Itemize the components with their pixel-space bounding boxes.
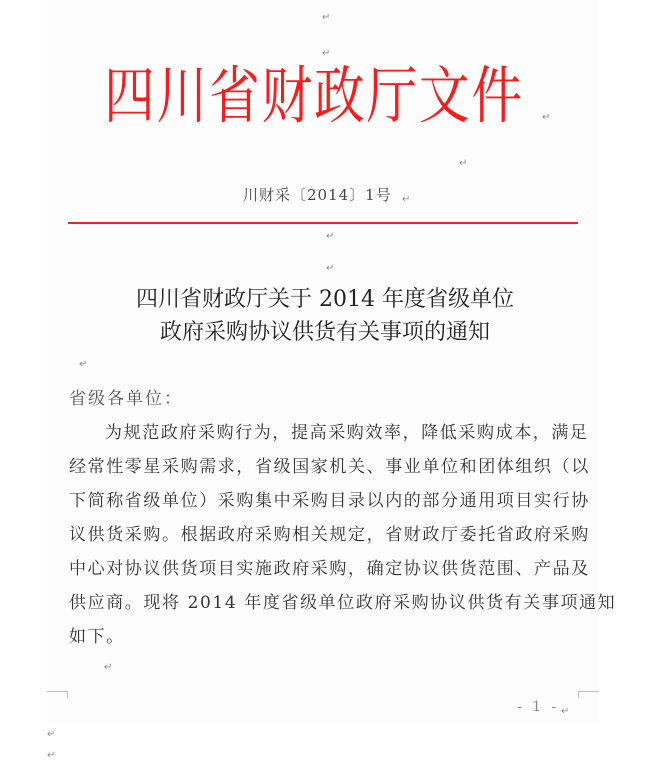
paragraph-mark: ↵ bbox=[322, 48, 331, 59]
paragraph-mark: ↵ bbox=[79, 359, 88, 370]
salutation: 省级各单位： bbox=[69, 389, 183, 409]
body-line: 中心对协议供货项目实施政府采购，确定协议供货范围、产品及 bbox=[69, 559, 590, 579]
crop-mark-right bbox=[578, 691, 599, 698]
crop-mark-left bbox=[47, 691, 68, 698]
notice-title-line-1: 四川省财政厅关于 2014 年度省级单位 bbox=[136, 287, 514, 312]
notice-title-line-2: 政府采购协议供货有关事项的通知 bbox=[159, 320, 490, 345]
paragraph-mark: ↵ bbox=[47, 729, 56, 740]
issuer-header-title: 四川省财政厅文件 bbox=[104, 59, 524, 132]
paragraph-mark: ↵ bbox=[326, 231, 335, 242]
body-line: 经常性零星采购需求，省级国家机关、事业单位和团体组织（以 bbox=[69, 457, 590, 477]
document-number: 川财采〔2014〕1号 bbox=[243, 186, 392, 204]
body-line: 如下。 bbox=[69, 627, 125, 647]
body-line: 议供货采购。根据政府采购相关规定，省财政厅委托省政府采购 bbox=[69, 525, 590, 545]
body-line: 供应商。现将 2014 年度省级单位政府采购协议供货有关事项通知 bbox=[69, 593, 617, 613]
paragraph-mark: ↵ bbox=[322, 12, 331, 23]
paragraph-mark: ↵ bbox=[47, 750, 56, 761]
paragraph-mark: ↵ bbox=[326, 263, 335, 274]
paragraph-mark: ↵ bbox=[561, 706, 570, 717]
paragraph-mark: ↵ bbox=[542, 112, 551, 123]
paragraph-mark: ↵ bbox=[459, 158, 468, 169]
red-header-rule bbox=[68, 222, 578, 224]
page-number: - 1 - bbox=[517, 699, 560, 715]
paragraph-mark: ↵ bbox=[402, 194, 411, 205]
body-line: 为规范政府采购行为，提高采购效率，降低采购成本，满足 bbox=[105, 423, 589, 443]
paragraph-mark: ↵ bbox=[104, 662, 113, 673]
body-line: 下简称省级单位）采购集中采购目录以内的部分通用项目实行协 bbox=[69, 491, 590, 511]
